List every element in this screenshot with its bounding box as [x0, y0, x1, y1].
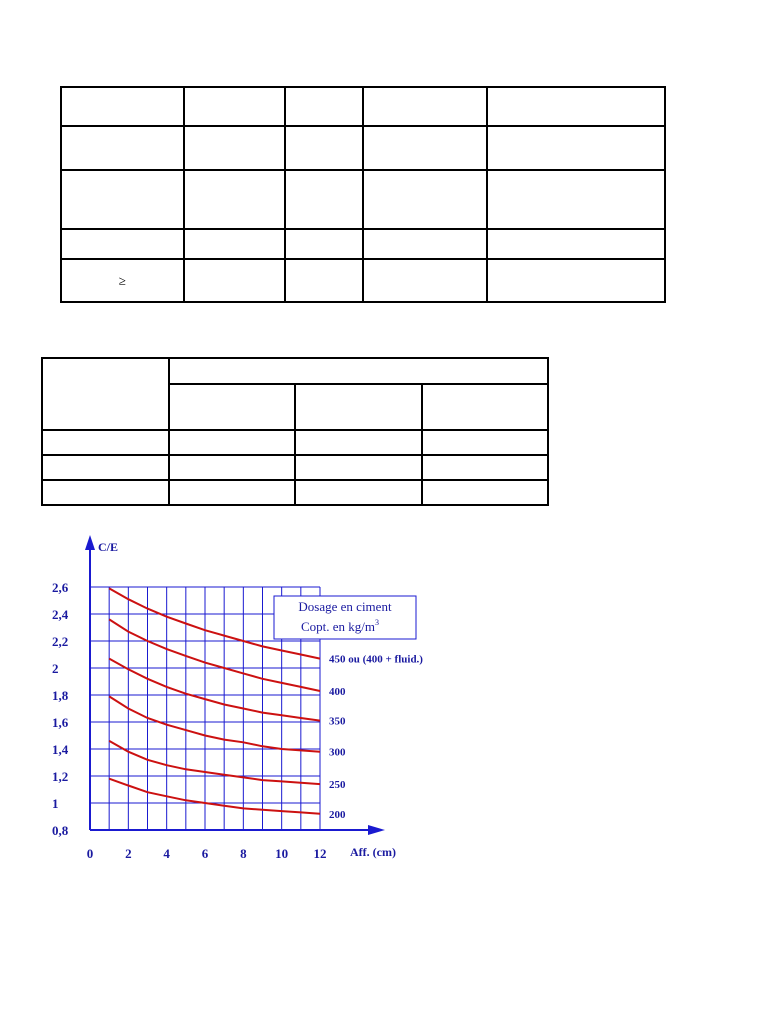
x-tick-label: 2	[125, 846, 132, 861]
table-cell	[295, 480, 422, 505]
series-label: 450 ou (400 + fluid.)	[329, 653, 423, 666]
table-cell	[422, 430, 549, 455]
y-axis-title: C/E	[98, 540, 119, 554]
table-cell	[285, 126, 363, 170]
table-row	[42, 455, 548, 480]
table-row	[42, 480, 548, 505]
series-line	[109, 779, 320, 814]
table-cell	[184, 170, 286, 229]
table-cell	[487, 229, 665, 259]
table-cell	[363, 259, 487, 302]
table-cell	[169, 430, 296, 455]
series-line	[109, 696, 320, 751]
y-tick-label: 1,4	[52, 742, 69, 757]
chart-legend	[274, 596, 416, 639]
table-cell	[487, 259, 665, 302]
table-header-cell	[169, 384, 296, 430]
table-top	[60, 86, 666, 303]
table-cell	[285, 259, 363, 302]
table-cell	[184, 259, 286, 302]
table-row	[61, 126, 665, 170]
y-tick-label: 1,8	[52, 688, 69, 703]
x-axis-arrow-icon	[368, 825, 385, 835]
series-label: 350	[329, 715, 346, 728]
table-cell	[61, 170, 184, 229]
y-tick-label: 2,4	[52, 607, 69, 622]
y-tick-label: 1	[52, 796, 59, 811]
y-tick-label: 1,2	[52, 769, 69, 784]
table-cell	[61, 229, 184, 259]
y-tick-label: 2,2	[52, 634, 69, 649]
y-tick-label: 1,6	[52, 715, 69, 730]
x-tick-labels	[87, 846, 327, 861]
table-cell	[169, 455, 296, 480]
table-row	[61, 259, 665, 302]
y-tick-label: 0,8	[52, 823, 69, 838]
table-cell	[42, 480, 169, 505]
chart	[40, 530, 480, 870]
table-cell	[184, 229, 286, 259]
y-tick-labels	[52, 580, 69, 838]
x-tick-label: 4	[163, 846, 170, 861]
x-axis-title: Aff. (cm)	[350, 845, 396, 859]
table-cell	[422, 480, 549, 505]
series-label: 200	[329, 808, 346, 821]
table-row	[61, 170, 665, 229]
x-tick-label: 10	[275, 846, 289, 861]
table-cell	[184, 126, 286, 170]
table-header-cell	[295, 384, 422, 430]
table-cell	[285, 229, 363, 259]
table-cell: ≥	[61, 259, 184, 302]
x-tick-label: 8	[240, 846, 247, 861]
legend-title-line2	[301, 618, 379, 634]
table-cell	[285, 170, 363, 229]
table-cell	[363, 87, 487, 126]
table-cell	[422, 455, 549, 480]
table-cell	[61, 126, 184, 170]
table-cell	[487, 87, 665, 126]
table-cell	[42, 430, 169, 455]
table-cell	[285, 87, 363, 126]
table-cell	[295, 455, 422, 480]
series-line	[109, 741, 320, 784]
table-cell	[295, 430, 422, 455]
series-label: 250	[329, 779, 346, 792]
x-tick-label: 12	[313, 846, 327, 861]
table-row	[61, 229, 665, 259]
table-cell	[42, 455, 169, 480]
x-tick-label: 0	[86, 846, 94, 861]
x-tick-label: 6	[201, 846, 209, 861]
table-cell	[363, 126, 487, 170]
legend-title-line1: Dosage en ciment	[298, 599, 392, 614]
table-corner-cell	[42, 358, 169, 430]
legend-title-text: Copt. en kg/m	[300, 619, 376, 634]
table-header-cell	[422, 384, 549, 430]
table-cell	[363, 229, 487, 259]
table-row	[42, 430, 548, 455]
y-tick-label: 2	[52, 661, 59, 676]
table-row	[42, 358, 548, 384]
series-label: 300	[329, 746, 346, 759]
legend-title-sup: 3	[375, 618, 380, 627]
table-row	[61, 87, 665, 126]
series-label: 400	[329, 685, 346, 698]
table-cell	[61, 87, 184, 126]
series-labels	[329, 654, 423, 821]
table-cell	[184, 87, 286, 126]
y-tick-label: 2,6	[52, 580, 69, 595]
table-cell	[487, 126, 665, 170]
table-group-header	[169, 358, 549, 384]
table-cell	[363, 170, 487, 229]
table-cell	[487, 170, 665, 229]
table-middle	[41, 357, 549, 506]
table-cell	[169, 480, 296, 505]
y-axis-arrow-icon	[85, 535, 95, 550]
